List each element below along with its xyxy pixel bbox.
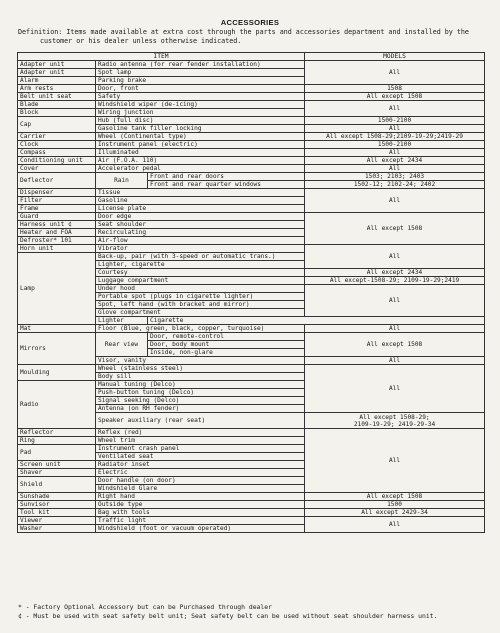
definition-line-1: Definition: Items made available at extra cost through the parts and accessories department and installed by the — [18, 28, 469, 36]
models-cell: 1500 — [305, 501, 485, 509]
item-cell: Under hood — [96, 285, 305, 293]
table-row — [18, 93, 485, 101]
table-row — [18, 165, 485, 173]
item-cell: Glove compartment — [96, 309, 305, 317]
category-cell: Cap — [18, 117, 96, 133]
table-row — [18, 173, 485, 181]
item-cell: Manual tuning (Delco) — [96, 381, 305, 389]
item-cell: Door handle (on door) — [96, 477, 305, 485]
item-cell: Wiring junction — [96, 109, 305, 117]
item-cell: Radiator inset — [96, 461, 305, 469]
table-row — [18, 509, 485, 517]
models-cell: All except 2434 — [305, 157, 485, 165]
models-cell: All except 1508 — [305, 333, 485, 357]
category-cell: Clock — [18, 141, 96, 149]
item-cell: Windshield wiper (de-icing) — [96, 101, 305, 109]
category-cell: Harness unit ¢ — [18, 221, 96, 229]
item-cell: Tissue — [96, 189, 305, 197]
table-header-row — [18, 53, 485, 61]
footnote-2: ¢ - Must be used with seat safety belt unit; Seat safety belt can be used without seat shoulder harness unit. — [18, 612, 438, 620]
item-cell: Accelerator pedal — [96, 165, 305, 173]
table-row — [18, 429, 485, 437]
category-cell: Mirrors — [18, 333, 96, 365]
table-row — [18, 157, 485, 165]
category-cell: Reflector — [18, 429, 96, 437]
models-cell: 1503; 2103; 2403 — [305, 173, 485, 181]
item-cell: Front and rear doors — [148, 173, 305, 181]
models-cell: All except 2429-34 — [305, 509, 485, 517]
category-cell: Heater and FOA — [18, 229, 96, 237]
models-cell: All — [305, 325, 485, 333]
footnote-1: * - Factory Optional Accessory but can be Purchased through dealer — [18, 603, 272, 611]
table-row — [18, 133, 485, 141]
category-cell: Washer — [18, 525, 96, 533]
item-cell: Illuminated — [96, 149, 305, 157]
item-cell: Electric — [96, 469, 305, 477]
category-cell: Guard — [18, 213, 96, 221]
table-row — [18, 245, 485, 253]
definition-line-2: customer or his dealer unless otherwise indicated. — [40, 37, 242, 45]
category-cell: Compass — [18, 149, 96, 157]
category-cell: Horn unit — [18, 245, 96, 253]
category-cell: Cover — [18, 165, 96, 173]
models-cell: 1502-12; 2102-24; 2402 — [305, 181, 485, 189]
models-cell: 1500-2100 — [305, 141, 485, 149]
category-cell: Defroster* 101 — [18, 237, 96, 245]
item-cell: Traffic light — [96, 517, 305, 525]
item-cell: Windshield (foot or vacuum operated) — [96, 525, 305, 533]
item-cell: Signal seeking (Delco) — [96, 397, 305, 405]
item-cell: Wheel (Continental type) — [96, 133, 305, 141]
item-cell: Portable spot (plugs in cigarette lighter) — [96, 293, 305, 301]
table-row — [18, 517, 485, 525]
category-cell: Filter — [18, 197, 96, 205]
category-cell: Lamp — [18, 253, 96, 325]
item-cell: Antenna (on RH fender) — [96, 405, 305, 413]
category-cell: Adapter unit — [18, 69, 96, 77]
category-cell: Tool kit — [18, 509, 96, 517]
category-cell: Adapter unit — [18, 61, 96, 69]
models-cell: All — [305, 125, 485, 133]
models-cell: All — [305, 365, 485, 413]
table-row — [18, 85, 485, 93]
item-cell: Luggage compartment — [96, 277, 305, 285]
models-cell: All except 1508 — [305, 93, 485, 101]
item-cell: Door edge — [96, 213, 305, 221]
item-cell: Safety — [96, 93, 305, 101]
models-cell: All — [305, 61, 485, 85]
models-cell: All except 1508-29;2109-19-29;2419-29 — [305, 133, 485, 141]
table-row — [18, 493, 485, 501]
models-cell: All — [305, 189, 485, 213]
table-row — [18, 141, 485, 149]
item-cell: Air-flow — [96, 237, 305, 245]
models-cell: All except 2434 — [305, 269, 485, 277]
category-cell: Sunshade — [18, 493, 96, 501]
models-cell: All except-1508-29; 2109-19-29;2419 — [305, 277, 485, 285]
models-cell: All — [305, 245, 485, 269]
item-cell: Right hand — [96, 493, 305, 501]
item-cell: Floor (Blue, green, black, copper, turquoise) — [96, 325, 305, 333]
footnotes — [18, 603, 488, 621]
item-cell: Cigarette — [148, 317, 485, 325]
item-cell: Instrument crash panel — [96, 445, 305, 453]
item-cell: Lighter, cigarette — [96, 261, 305, 269]
models-cell: All — [305, 357, 485, 365]
category-cell: Moulding — [18, 365, 96, 381]
category-cell: Sunvisor — [18, 501, 96, 509]
category-cell: Alarm — [18, 77, 96, 85]
sub-item-cell: Rear view — [96, 333, 148, 357]
category-cell: Lighter — [96, 317, 148, 325]
models-line: 2109-19-29; 2419-29-34 — [353, 420, 436, 428]
item-cell: Gasoline tank filler locking — [96, 125, 305, 133]
category-cell: Block — [18, 109, 96, 117]
category-cell: Deflector — [18, 173, 96, 189]
category-cell: Arm rests — [18, 85, 96, 93]
category-cell: Frame — [18, 205, 96, 213]
item-cell: Seat shoulder — [96, 221, 305, 229]
models-cell: 1508 — [305, 85, 485, 93]
item-cell: Parking brake — [96, 77, 305, 85]
item-cell: Spot, left hand (with bracket and mirror) — [96, 301, 305, 309]
models-cell: All except 1508 — [305, 213, 485, 245]
models-cell: All — [305, 165, 485, 173]
category-cell: Mat — [18, 325, 96, 333]
item-cell: Push-button tuning (Delco) — [96, 389, 305, 397]
category-cell: Screen unit — [18, 461, 96, 469]
table-row — [18, 213, 485, 221]
category-cell: Conditioning unit — [18, 157, 96, 165]
table-row — [18, 333, 485, 341]
category-cell: Carrier — [18, 133, 96, 141]
accessories-table-wrap — [17, 52, 485, 533]
item-cell: Inside, non-glare — [148, 349, 305, 357]
definition-text — [18, 28, 488, 46]
models-cell — [305, 413, 485, 429]
models-cell: 1500-2100 — [305, 117, 485, 125]
item-cell: Instrument panel (electric) — [96, 141, 305, 149]
item-header: ITEM — [18, 53, 305, 61]
models-cell: All — [305, 517, 485, 533]
item-cell: Wheel trim — [96, 437, 305, 445]
item-cell: Visor, vanity — [96, 357, 305, 365]
models-cell: All — [305, 429, 485, 493]
item-cell: Radio antenna (for rear fender installation) — [96, 61, 305, 69]
category-cell: Pad — [18, 445, 96, 461]
item-cell: Wheel (stainless steel) — [96, 365, 305, 373]
table-row — [18, 501, 485, 509]
item-cell: Door, body mount — [148, 341, 305, 349]
item-cell: Hub (full disc) — [96, 117, 305, 125]
item-cell: Vibrator — [96, 245, 305, 253]
models-cell: All except 1508 — [305, 493, 485, 501]
category-cell: Belt unit seat — [18, 93, 96, 101]
item-cell: Speaker auxiliary (rear seat) — [96, 413, 305, 429]
item-cell: Bag with tools — [96, 509, 305, 517]
item-cell: Body sill — [96, 373, 305, 381]
item-cell: Recirculating — [96, 229, 305, 237]
accessories-table — [17, 52, 485, 533]
item-cell: Gasoline — [96, 197, 305, 205]
category-cell: Shield — [18, 477, 96, 493]
table-row — [18, 325, 485, 333]
item-cell: Ventilated seat — [96, 453, 305, 461]
table-row — [18, 149, 485, 157]
category-cell: Shaver — [18, 469, 96, 477]
item-cell: Door, remote-control — [148, 333, 305, 341]
category-cell: Dispenser — [18, 189, 96, 197]
models-cell: All — [305, 101, 485, 117]
page-title: ACCESSORIES — [220, 18, 280, 27]
item-cell: License plate — [96, 205, 305, 213]
item-cell: Windshield Glare — [96, 485, 305, 493]
category-cell: Blade — [18, 101, 96, 109]
table-row — [18, 101, 485, 109]
item-cell: Door, front — [96, 85, 305, 93]
item-cell: Outside type — [96, 501, 305, 509]
models-header: MODELS — [305, 53, 485, 61]
models-cell: All — [305, 149, 485, 157]
category-cell: Ring — [18, 437, 96, 445]
item-cell: Front and rear quarter windows — [148, 181, 305, 189]
models-line: All except 1508-29; — [359, 413, 430, 421]
item-cell: Back-up, pair (with 3-speed or automatic trans.) — [96, 253, 305, 261]
item-cell: Spot lamp — [96, 69, 305, 77]
models-cell: All — [305, 285, 485, 317]
table-row — [18, 189, 485, 197]
item-cell: Air (F.O.A. 110) — [96, 157, 305, 165]
table-row — [18, 117, 485, 125]
category-cell: Radio — [18, 381, 96, 429]
category-cell: Viewer — [18, 517, 96, 525]
table-row — [18, 365, 485, 373]
sub-item-cell: Rain — [96, 173, 148, 189]
item-cell: Courtesy — [96, 269, 305, 277]
table-row — [18, 61, 485, 69]
item-cell: Reflex (red) — [96, 429, 305, 437]
